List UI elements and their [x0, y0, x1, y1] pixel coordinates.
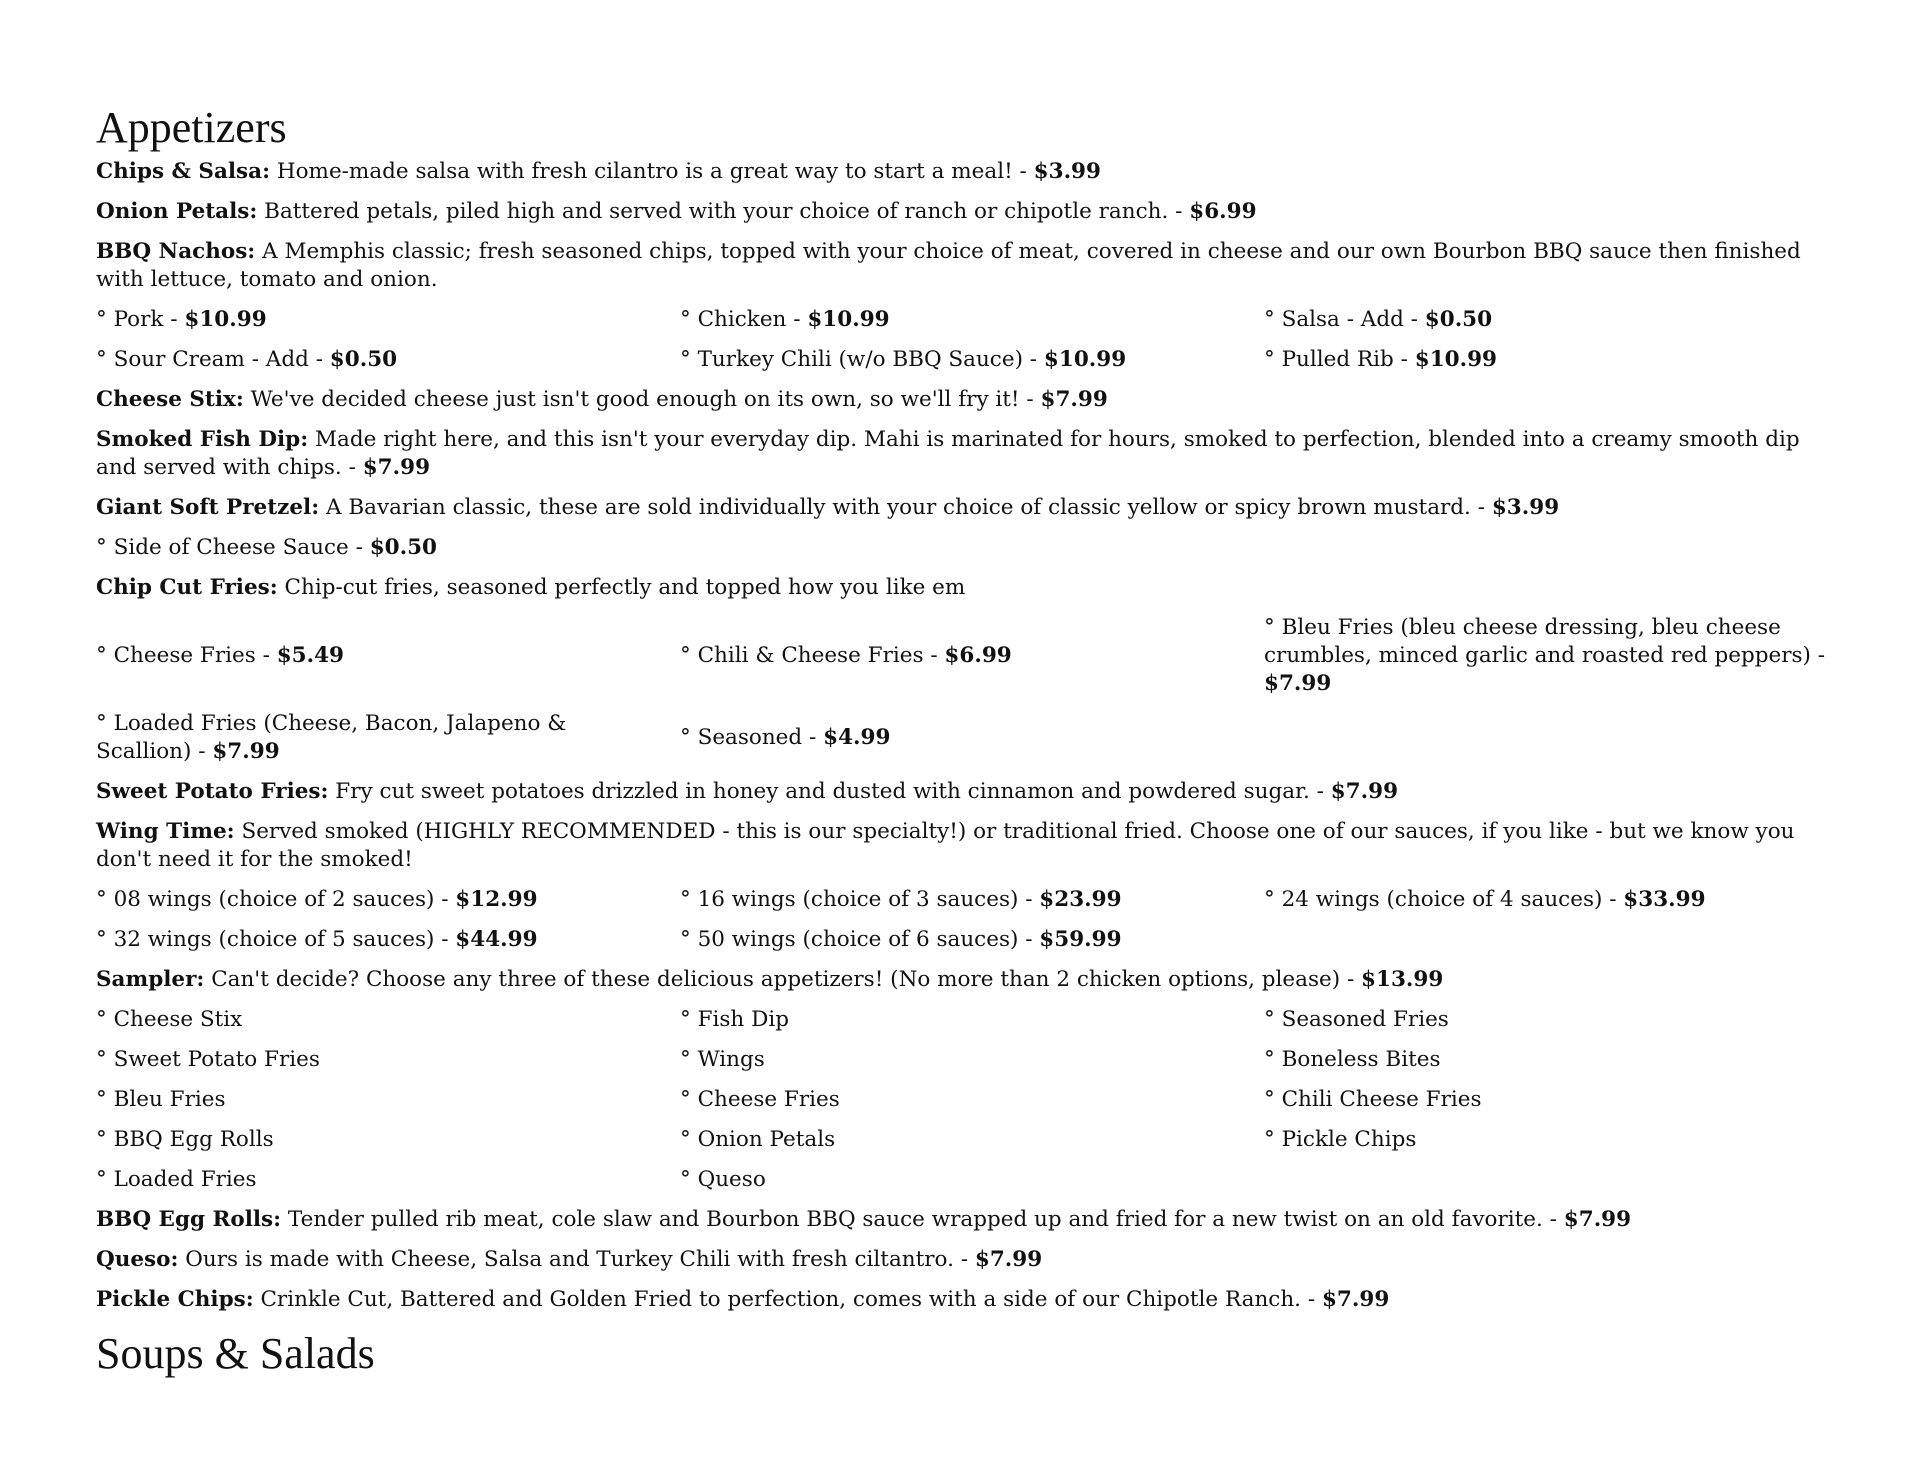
- item-description: We've decided cheese just isn't good enough on its own, so we'll fry it! -: [243, 387, 1041, 412]
- option-price: $7.99: [212, 739, 280, 764]
- option-label: ° Turkey Chili (w/o BBQ Sauce) -: [680, 347, 1044, 372]
- menu-item-bbq-nachos: [96, 238, 1846, 294]
- item-price: $3.99: [1033, 159, 1101, 184]
- option-label: ° Sweet Potato Fries: [96, 1047, 320, 1072]
- item-description: Made right here, and this isn't your everyday dip. Mahi is marinated for hours, smoked to perfection, blended into a creamy smooth dip and served with chips. -: [96, 427, 1800, 480]
- option-item: [1264, 1126, 1846, 1154]
- menu-item-giant-soft-pretzel: [96, 494, 1846, 522]
- menu-item-smoked-fish-dip: [96, 426, 1846, 482]
- option-item: [96, 1086, 680, 1114]
- option-price: $5.49: [276, 643, 345, 668]
- option-label: ° Cheese Stix: [96, 1007, 243, 1032]
- option-item: [96, 1006, 680, 1034]
- option-item: [96, 1126, 680, 1154]
- item-description: A Memphis classic; fresh seasoned chips, topped with your choice of meat, covered in cheese and our own Bourbon BBQ sauce then finished with lettuce, tomato and onion.: [96, 239, 1801, 292]
- option-label: ° Bleu Fries (bleu cheese dressing, bleu cheese crumbles, minced garlic and roasted red peppers) -: [1264, 615, 1826, 668]
- item-name: Chip Cut Fries:: [96, 575, 278, 600]
- option-item: [1264, 1046, 1846, 1074]
- item-description: Chip-cut fries, seasoned perfectly and topped how you like em: [277, 575, 966, 600]
- option-item: [96, 886, 680, 914]
- option-label: ° 08 wings (choice of 2 sauces) -: [96, 887, 456, 912]
- option-price: $10.99: [184, 307, 267, 332]
- option-price: $10.99: [1414, 347, 1498, 372]
- option-item: [680, 306, 1264, 334]
- menu-item-sampler: [96, 966, 1846, 994]
- option-label: ° Cheese Fries: [680, 1087, 840, 1112]
- option-item: [1264, 1086, 1846, 1114]
- option-item: [680, 886, 1264, 914]
- option-grid: [96, 1006, 1846, 1194]
- menu-item-queso: [96, 1246, 1846, 1274]
- option-label: ° Chili & Cheese Fries -: [680, 643, 945, 668]
- option-price: $10.99: [807, 307, 890, 332]
- item-description: A Bavarian classic, these are sold individually with your choice of classic yellow or spicy brown mustard. -: [319, 495, 1492, 520]
- option-label: ° Bleu Fries: [96, 1087, 226, 1112]
- menu-page: [96, 100, 1846, 1384]
- option-label: ° Chili Cheese Fries: [1264, 1087, 1482, 1112]
- option-item: [96, 614, 680, 698]
- option-label: ° 16 wings (choice of 3 sauces) -: [680, 887, 1040, 912]
- option-item: [96, 1046, 680, 1074]
- item-name: BBQ Nachos:: [96, 239, 256, 264]
- option-item: [96, 306, 680, 334]
- option-price: $33.99: [1623, 887, 1706, 912]
- option-label: ° 32 wings (choice of 5 sauces) -: [96, 927, 456, 952]
- option-grid: [96, 306, 1846, 374]
- item-description: Crinkle Cut, Battered and Golden Fried to perfection, comes with a side of our Chipotle Ranch. -: [253, 1287, 1322, 1312]
- option-item: [680, 1166, 1264, 1194]
- option-label: ° Pulled Rib -: [1264, 347, 1415, 372]
- item-description: Tender pulled rib meat, cole slaw and Bourbon BBQ sauce wrapped up and fried for a new twist on an old favorite. -: [281, 1207, 1564, 1232]
- option-label: ° Pickle Chips: [1264, 1127, 1417, 1152]
- item-name: Sweet Potato Fries:: [96, 779, 329, 804]
- option-label: ° Cheese Fries -: [96, 643, 277, 668]
- option-item: [96, 710, 680, 766]
- option-item: [1264, 1006, 1846, 1034]
- option-item: [680, 926, 1264, 954]
- option-grid: [96, 886, 1846, 954]
- option-label: ° Boneless Bites: [1264, 1047, 1441, 1072]
- option-price: $44.99: [455, 927, 538, 952]
- option-label: ° Seasoned -: [680, 725, 824, 750]
- option-price: $7.99: [1264, 671, 1332, 696]
- item-price: $3.99: [1491, 495, 1560, 520]
- option-price: $59.99: [1039, 927, 1122, 952]
- option-label: ° 50 wings (choice of 6 sauces) -: [680, 927, 1040, 952]
- option-item: [1264, 886, 1846, 914]
- option-item: [680, 1086, 1264, 1114]
- option-item: [680, 614, 1264, 698]
- option-item: [1264, 306, 1846, 334]
- menu-item-bbq-egg-rolls: [96, 1206, 1846, 1234]
- item-name: Onion Petals:: [96, 199, 258, 224]
- section-title-soups-salads: Soups & Salads: [96, 1329, 375, 1378]
- item-price: $7.99: [1321, 1287, 1390, 1312]
- menu-item-wing-time: [96, 818, 1846, 874]
- option-price: $0.50: [329, 347, 398, 372]
- option-price: $12.99: [455, 887, 538, 912]
- item-name: Smoked Fish Dip:: [96, 427, 309, 452]
- option-item: [680, 1126, 1264, 1154]
- option-label: ° Fish Dip: [680, 1007, 789, 1032]
- option-label: ° Chicken -: [680, 307, 808, 332]
- option-price: $0.50: [369, 535, 438, 560]
- option-price: $23.99: [1039, 887, 1122, 912]
- option-item: [96, 1166, 680, 1194]
- option-item: [680, 710, 1264, 766]
- item-name: BBQ Egg Rolls:: [96, 1207, 282, 1232]
- option-price: $0.50: [1424, 307, 1493, 332]
- item-name: Chips & Salsa:: [96, 159, 271, 184]
- option-item: [680, 1006, 1264, 1034]
- menu-item-chip-cut-fries: [96, 574, 1846, 602]
- item-description: Home-made salsa with fresh cilantro is a great way to start a meal! -: [270, 159, 1034, 184]
- menu-item-chips-salsa: [96, 158, 1846, 186]
- option-label: ° Side of Cheese Sauce -: [96, 535, 370, 560]
- option-label: ° BBQ Egg Rolls: [96, 1127, 274, 1152]
- section-title-appetizers: Appetizers: [96, 103, 287, 152]
- menu-item-sweet-potato-fries: [96, 778, 1846, 806]
- option-grid: [96, 534, 1846, 562]
- item-name: Giant Soft Pretzel:: [96, 495, 320, 520]
- item-description: Can't decide? Choose any three of these delicious appetizers! (No more than 2 chicken options, please) -: [204, 967, 1362, 992]
- item-price: $7.99: [362, 455, 431, 480]
- item-name: Sampler:: [96, 967, 205, 992]
- item-description: Battered petals, piled high and served with your choice of ranch or chipotle ranch. -: [257, 199, 1190, 224]
- option-label: ° Seasoned Fries: [1264, 1007, 1449, 1032]
- option-label: ° Queso: [680, 1167, 766, 1192]
- option-label: ° Wings: [680, 1047, 765, 1072]
- option-label: ° Sour Cream - Add -: [96, 347, 330, 372]
- item-price: $7.99: [1330, 779, 1399, 804]
- item-price: $6.99: [1189, 199, 1257, 224]
- item-price: $7.99: [1563, 1207, 1632, 1232]
- item-description: Fry cut sweet potatoes drizzled in honey and dusted with cinnamon and powdered sugar. -: [328, 779, 1331, 804]
- option-label: ° Onion Petals: [680, 1127, 836, 1152]
- option-item: [96, 926, 680, 954]
- option-item: [96, 346, 680, 374]
- menu-item-cheese-stix: [96, 386, 1846, 414]
- option-price: $4.99: [823, 725, 891, 750]
- option-price: $6.99: [944, 643, 1012, 668]
- option-label: ° 24 wings (choice of 4 sauces) -: [1264, 887, 1624, 912]
- option-item: [680, 1046, 1264, 1074]
- option-label: ° Salsa - Add -: [1264, 307, 1425, 332]
- item-name: Pickle Chips:: [96, 1287, 254, 1312]
- option-item: [1264, 346, 1846, 374]
- item-description: Served smoked (HIGHLY RECOMMENDED - this is our specialty!) or traditional fried. Choose one of our sauces, if you like - but we know you don't need it for the smoked!: [96, 819, 1795, 872]
- option-grid: [96, 614, 1846, 766]
- option-label: ° Loaded Fries (Cheese, Bacon, Jalapeno & Scallion) -: [96, 711, 567, 764]
- option-price: $10.99: [1043, 347, 1127, 372]
- option-item: [1264, 614, 1846, 698]
- item-price: $7.99: [974, 1247, 1043, 1272]
- option-item: [680, 346, 1264, 374]
- menu-item-onion-petals: [96, 198, 1846, 226]
- item-price: $7.99: [1040, 387, 1108, 412]
- option-item: [96, 534, 680, 562]
- item-price: $13.99: [1361, 967, 1444, 992]
- option-label: ° Pork -: [96, 307, 185, 332]
- item-name: Cheese Stix:: [96, 387, 244, 412]
- item-name: Wing Time:: [96, 819, 235, 844]
- menu-item-pickle-chips: [96, 1286, 1846, 1314]
- item-name: Queso:: [96, 1247, 179, 1272]
- option-label: ° Loaded Fries: [96, 1167, 257, 1192]
- item-description: Ours is made with Cheese, Salsa and Turkey Chili with fresh ciltantro. -: [178, 1247, 975, 1272]
